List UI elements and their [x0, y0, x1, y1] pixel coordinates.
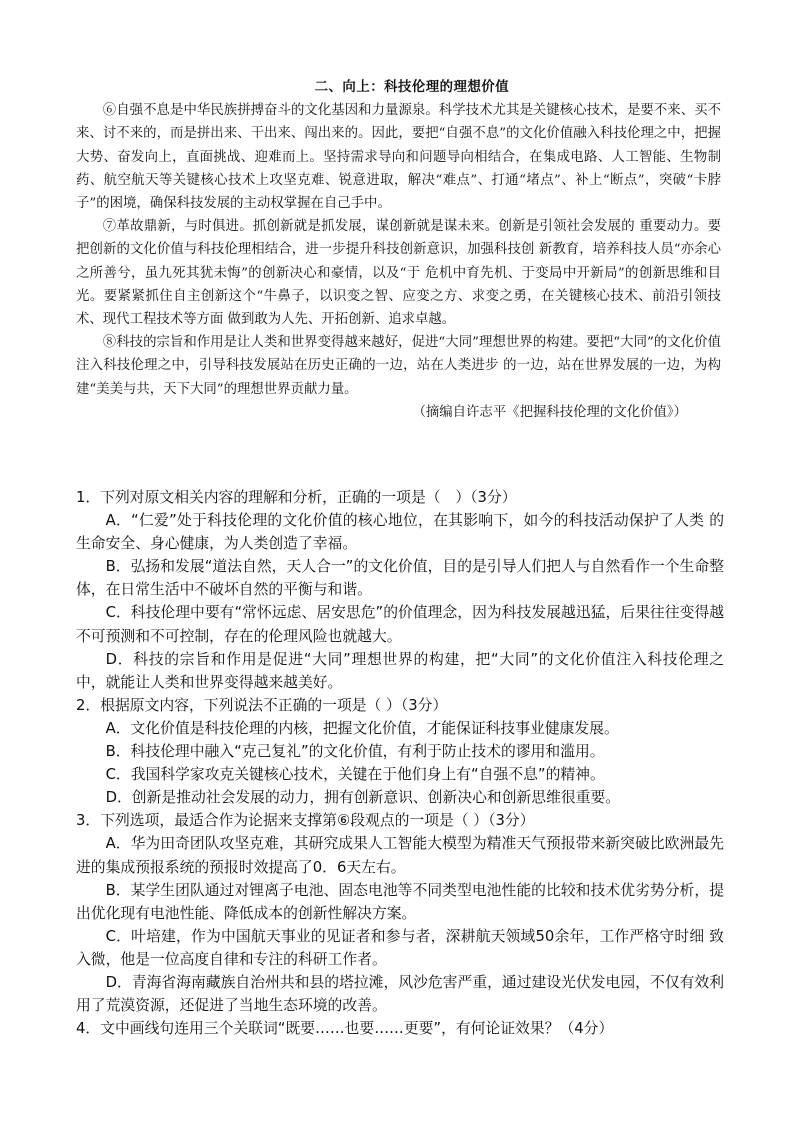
- option-c: C．科技伦理中要有“常怀远虑、居安思危”的价值理念，因为科技发展越迅猛，后果往往变得越不可预测和不可控制，存在的伦理风险也就越大。: [76, 604, 724, 645]
- option-b: B．科技伦理中融入“克己复礼”的文化价值，有利于防止技术的谬用和滥用。: [105, 743, 605, 761]
- question-stem: 3．下列选项，最适合作为论据来支撑第⑥段观点的一项是（ ）（3分）: [76, 812, 535, 830]
- question-stem: 2．根据原文内容，下列说法不正确的一项是（ ）（3分）: [76, 696, 448, 714]
- source-citation: （摘编自许志平《把握科技伦理的文化价值》）: [412, 404, 687, 420]
- question-1: [76, 486, 724, 694]
- option-d: D．创新是推动社会发展的动力，拥有创新意识、创新决心和创新思维很重要。: [105, 789, 621, 807]
- question-4: [76, 1017, 724, 1040]
- option-a: A．华为田奇团队攻坚克难，其研究成果人工智能大模型为精准天气预报带来新突破比欧洲最先进的集成预报系统的预报时效提高了0．6天左右。: [76, 835, 724, 876]
- question-stem: 4．文中画线句连用三个关联词“既要……也要……更要”，有何论证效果？（4分）: [76, 1020, 614, 1038]
- paragraph-8: ⑧科技的宗旨和作用是让人类和世界变得越来越好，促进“大同”理想世界的构建。要把“大同”的文化价值注入科技伦理之中，引导科技发展站在历史正确的一边，站在人类进步 的一边，站在世界发展的一边，为构建“美美与共，天下大同”的理想世界贡献力量。: [76, 335, 721, 397]
- option-d: D．青海省海南藏族自治州共和县的塔拉滩，风沙危害严重，通过建设光伏发电园，不仅有效利用了荒漠资源，还促进了当地生态环境的改善。: [76, 973, 724, 1015]
- section-title: 二、向上：科技伦理的理想价值: [314, 79, 510, 95]
- paragraph-6: ⑥自强不息是中华民族拼搏奋斗的文化基因和力量源泉。科学技术尤其是关键核心技术，是要不来、买不来、讨不来的，而是拼出来、干出来、闯出来的。因此，要把“自强不息”的文化价值融入科技伦理之中，把握大势、奋发向上，直面挑战、迎难而上。坚持需求导向和问题导向相结合，在集成电路、人工智能、生物制药、航空航天等关键核心技术上攻坚克难、锐意进取，解决“难点”、打通“堵点”、补上“断点”，突破“卡脖子”的困境，确保科技发展的主动权掌握在自己手中。: [76, 103, 721, 212]
- option-b: B．某学生团队通过对锂离子电池、固态电池等不同类型电池性能的比较和技术优劣势分析，提出优化现有电池性能、降低成本的创新性解决方案。: [76, 881, 724, 922]
- question-2: [76, 694, 724, 809]
- option-c: C．我国科学家攻克关键核心技术，关键在于他们身上有“自强不息”的精神。: [105, 766, 605, 784]
- paragraph-7: ⑦革故鼎新，与时俱进。抓创新就是抓发展，谋创新就是谋未来。创新是引领社会发展的 重要动力。要把创新的文化价值与科技伦理相结合，进一步提升科技创新意识，加强科技创 新教育，培养科技人员“亦余心之所善兮，虽九死其犹未悔”的创新决心和豪情，以及“于 危机中育先机、于变局中开新局”的创新思维和目光。要紧紧抓住自主创新这个“牛鼻子，以识变之智、应变之方、求变之勇，在关键核心技术、前沿引领技术、现代工程技术等方面 做到敢为人先、开拓创新、追求卓越。: [76, 219, 721, 328]
- option-d: D．科技的宗旨和作用是促进“大同”理想世界的构建，把“大同”的文化价值注入科技伦理之中，就能让人类和世界变得越来越美好。: [76, 650, 724, 691]
- option-a: A．“仁爱”处于科技伦理的文化价值的核心地位，在其影响下，如今的科技活动保护了人类 的生命安全、身心健康，为人类创造了幸福。: [76, 512, 724, 553]
- question-stem: 1．下列对原文相关内容的理解和分析，正确的一项是（ ）（3分）: [76, 489, 517, 506]
- option-b: B．弘扬和发展“道法自然，天人合一”的文化价值，目的是引导人们把人与自然看作一个生命整体，在日常生活中不破坏自然的平衡与和谐。: [76, 558, 724, 599]
- question-3: [76, 809, 724, 1017]
- option-c: C．叶培建，作为中国航天事业的见证者和参与者，深耕航天领域50余年，工作严格守时细 致入微，他是一位高度自律和专注的科研工作者。: [76, 927, 724, 968]
- question-list: [76, 486, 724, 1040]
- reading-passage: [76, 76, 721, 424]
- option-a: A．文化价值是科技伦理的内核，把握文化价值，才能保证科技事业健康发展。: [105, 719, 619, 737]
